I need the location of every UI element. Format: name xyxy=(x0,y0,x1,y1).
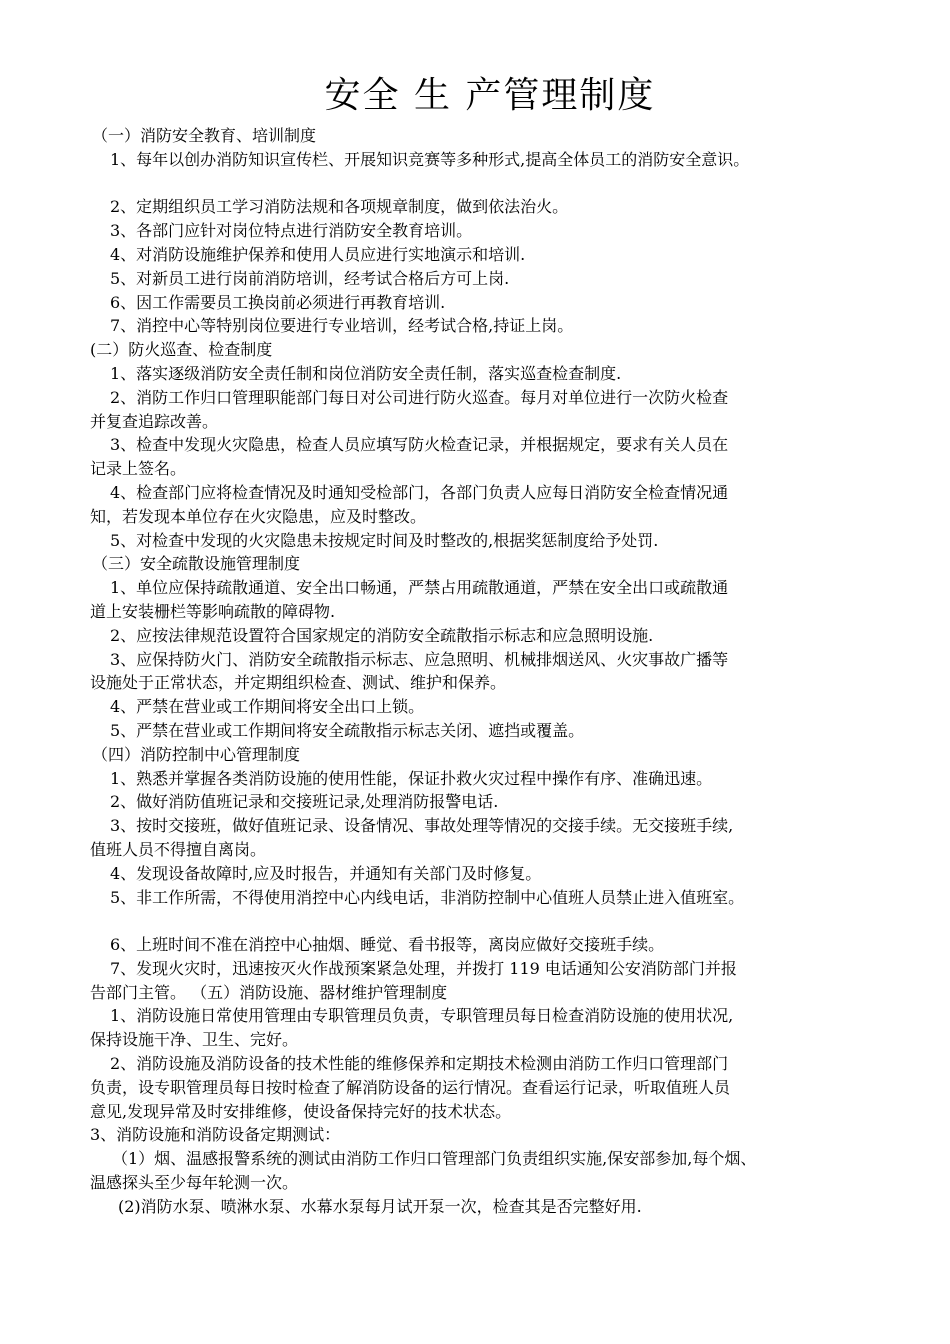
text-line: 3、按时交接班，做好值班记录、设备情况、事故处理等情况的交接手续。无交接班手续, xyxy=(110,816,734,836)
page-title: 安全 生 产管理制度 xyxy=(324,75,656,116)
text-line: 4、发现设备故障时,应及时报告，并通知有关部门及时修复。 xyxy=(110,863,542,883)
text-line: 2、消防设施及消防设备的技术性能的维修保养和定期技术检测由消防工作归口管理部门 xyxy=(110,1054,729,1074)
text-line: 2、做好消防值班记录和交接班记录,处理消防报警电话. xyxy=(110,792,499,812)
text-line: 温感探头至少每年轮测一次。 xyxy=(90,1173,299,1193)
text-line: 并复查追踪改善。 xyxy=(90,411,219,431)
blank-line xyxy=(90,172,890,196)
text-line: 设施处于正常状态，并定期组织检查、测试、维护和保养。 xyxy=(90,673,507,693)
text-line: 6、上班时间不准在消控中心抽烟、睡觉、看书报等，离岗应做好交接班手续。 xyxy=(110,935,665,955)
text-line: 1、熟悉并掌握各类消防设施的使用性能，保证扑救火灾过程中操作有序、准确迅速。 xyxy=(110,768,713,788)
text-line: 2、消防工作归口管理职能部门每日对公司进行防火巡查。每月对单位进行一次防火检查 xyxy=(110,387,729,407)
text-line: 5、对检查中发现的火灾隐患未按规定时间及时整改的,根据奖惩制度给予处罚. xyxy=(110,530,659,550)
text-line: 3、各部门应针对岗位特点进行消防安全教育培训。 xyxy=(110,221,473,241)
text-line: 2、应按法律规范设置符合国家规定的消防安全疏散指示标志和应急照明设施. xyxy=(110,625,654,645)
text-line: 3、应保持防火门、消防安全疏散指示标志、应急照明、机械排烟送风、火灾事故广播等 xyxy=(110,649,729,669)
text-line: 5、严禁在营业或工作期间将安全疏散指示标志关闭、遮挡或覆盖。 xyxy=(110,720,585,740)
section-heading: （四）消防控制中心管理制度 xyxy=(92,744,301,764)
text-line: 3、消防设施和消防设备定期测试： xyxy=(90,1125,341,1145)
text-line: 7、消控中心等特别岗位要进行专业培训，经考试合格,持证上岗。 xyxy=(110,316,574,336)
text-line: 5、非工作所需，不得使用消控中心内线电话，非消防控制中心值班人员禁止进入值班室。 xyxy=(110,887,745,907)
text-line: 4、严禁在营业或工作期间将安全出口上锁。 xyxy=(110,697,425,717)
text-line: 知，若发现本单位存在火灾隐患，应及时整改。 xyxy=(90,506,427,526)
text-line: 4、对消防设施维护保养和使用人员应进行实地演示和培训. xyxy=(110,244,526,264)
text-line: 7、发现火灾时，迅速按灭火作战预案紧急处理，并拨打 119 电话通知公安消防部门并报 xyxy=(110,958,737,978)
text-line: (2)消防水泵、喷淋水泵、水幕水泵每月试开泵一次，检查其是否完整好用. xyxy=(118,1196,642,1216)
text-line: 负责，设专职管理员每日按时检查了解消防设备的运行情况。查看运行记录，听取值班人员 xyxy=(90,1077,731,1097)
text-line: 意见,发现异常及时安排维修，使设备保持完好的技术状态。 xyxy=(90,1101,512,1121)
section-heading: （一）消防安全教育、培训制度 xyxy=(92,126,317,145)
text-line: （1）烟、温感报警系统的测试由消防工作归口管理部门负责组织实施,保安部参加,每个烟、 xyxy=(112,1149,757,1169)
text-line: 2、定期组织员工学习消防法规和各项规章制度，做到依法治火。 xyxy=(110,197,569,217)
section-heading: （三）安全疏散设施管理制度 xyxy=(92,554,301,574)
document-body xyxy=(90,124,890,1219)
text-line: 1、每年以创办消防知识宣传栏、开展知识竞赛等多种形式,提高全体员工的消防安全意识。 xyxy=(110,149,750,169)
text-line: 5、对新员工进行岗前消防培训，经考试合格后方可上岗. xyxy=(110,268,510,288)
text-line: 1、单位应保持疏散通道、安全出口畅通，严禁占用疏散通道，严禁在安全出口或疏散通 xyxy=(110,578,729,598)
text-line: (二）防火巡查、检查制度 xyxy=(90,340,273,360)
text-line: 保持设施干净、卫生、完好。 xyxy=(90,1030,299,1050)
text-line: 记录上签名。 xyxy=(90,459,187,479)
text-line: 1、落实逐级消防安全责任制和岗位消防安全责任制，落实巡查检查制度. xyxy=(110,363,622,383)
text-line: 6、因工作需要员工换岗前必须进行再教育培训. xyxy=(110,292,446,312)
text-line: 值班人员不得擅自离岗。 xyxy=(90,839,267,859)
text-line: 告部门主管。 （五）消防设施、器材维护管理制度 xyxy=(90,982,448,1002)
blank-line xyxy=(90,909,890,933)
text-line: 3、检查中发现火灾隐患，检查人员应填写防火检查记录，并根据规定，要求有关人员在 xyxy=(110,435,729,455)
text-line: 4、检查部门应将检查情况及时通知受检部门，各部门负责人应每日消防安全检查情况通 xyxy=(110,482,729,502)
text-line: 1、消防设施日常使用管理由专职管理员负责，专职管理员每日检查消防设施的使用状况, xyxy=(110,1006,734,1026)
text-line: 道上安装栅栏等影响疏散的障碍物. xyxy=(90,601,336,621)
